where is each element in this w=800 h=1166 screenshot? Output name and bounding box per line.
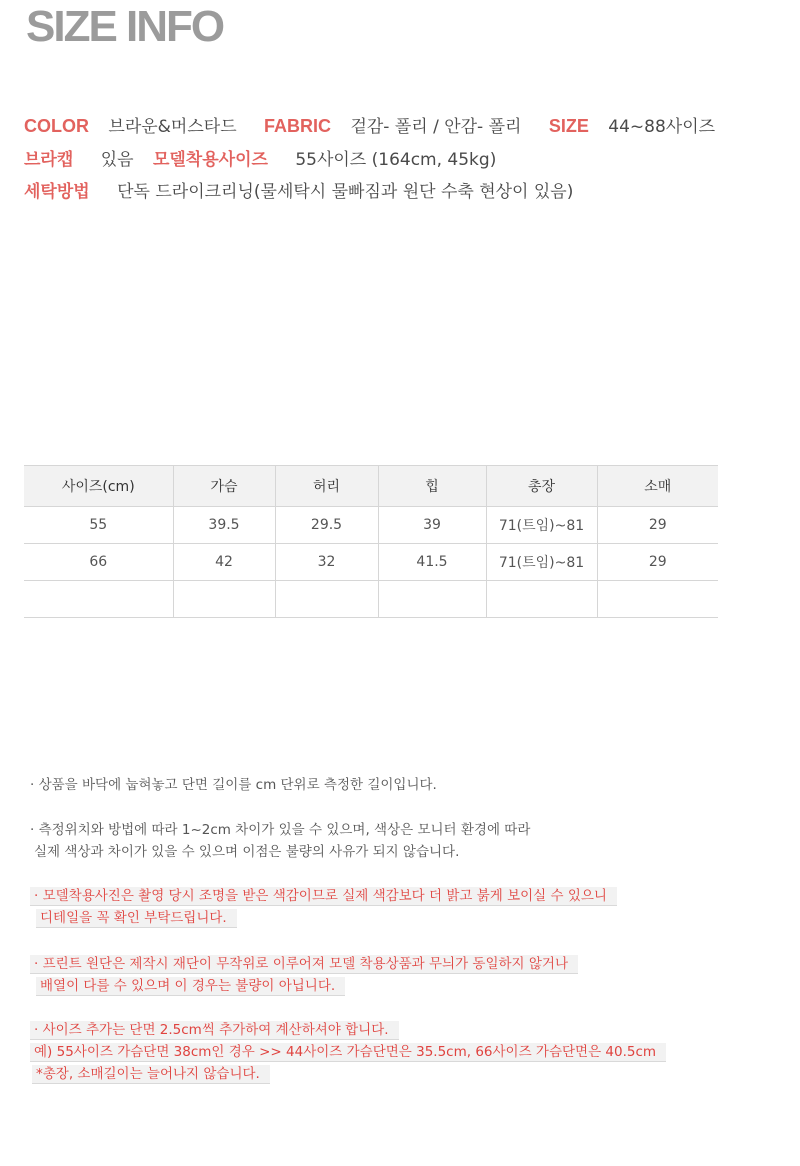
table-cell [24, 581, 173, 618]
table-cell [378, 581, 486, 618]
table-header-row [24, 466, 718, 507]
table-cell: 55 [24, 507, 173, 544]
table-cell [275, 581, 378, 618]
table-cell: 71(트임)~81 [486, 544, 597, 581]
table-cell: 39.5 [173, 507, 275, 544]
note-variance [30, 819, 530, 863]
page-title: SIZE INFO [26, 2, 224, 51]
note-line: · 사이즈 추가는 단면 2.5cm씩 추가하여 계산하셔야 합니다. [30, 1021, 399, 1040]
note-print-fabric [30, 953, 578, 997]
table-row [24, 507, 718, 544]
note-line: 배열이 다를 수 있으며 이 경우는 불량이 아닙니다. [36, 977, 345, 996]
note-line: *총장, 소매길이는 늘어나지 않습니다. [32, 1065, 270, 1084]
color-value: 브라운&머스타드 [108, 117, 237, 137]
table-cell [597, 581, 718, 618]
model-size-value: 55사이즈 (164cm, 45kg) [295, 150, 497, 170]
wash-value: 단독 드라이크리닝(물세탁시 물빠짐과 원단 수축 현상이 있음) [117, 182, 574, 202]
table-cell: 66 [24, 544, 173, 581]
note-model-photo [30, 885, 617, 929]
info-row-1 [24, 112, 715, 137]
note-line: 실제 색상과 차이가 있을 수 있으며 이점은 불량의 사유가 되지 않습니다. [34, 844, 460, 860]
bracap-label: 브라캡 [24, 150, 74, 170]
info-row-3 [24, 177, 573, 202]
fabric-value: 겉감- 폴리 / 안감- 폴리 [350, 117, 522, 137]
table-cell: 71(트임)~81 [486, 507, 597, 544]
header-chest: 가슴 [173, 466, 275, 507]
table-row [24, 581, 718, 618]
size-label: SIZE [548, 116, 589, 136]
size-table [24, 465, 718, 618]
table-cell [486, 581, 597, 618]
header-waist: 허리 [275, 466, 378, 507]
wash-label: 세탁방법 [24, 182, 90, 202]
note-line: · 측정위치와 방법에 따라 1~2cm 차이가 있을 수 있으며, 색상은 모니터 환경에 따라 [30, 822, 531, 838]
note-measurement [30, 774, 437, 796]
table-cell: 39 [378, 507, 486, 544]
table-cell: 29 [597, 544, 718, 581]
header-size: 사이즈(cm) [24, 466, 173, 507]
size-value: 44~88사이즈 [608, 117, 716, 137]
note-line: · 모델착용사진은 촬영 당시 조명을 받은 색감이므로 실제 색감보다 더 밝고 붉게 보이실 수 있으니 [30, 887, 617, 906]
table-cell: 41.5 [378, 544, 486, 581]
model-size-label: 모델착용사이즈 [152, 150, 268, 170]
table-row [24, 544, 718, 581]
note-line: · 프린트 원단은 제작시 재단이 무작위로 이루어져 모델 착용상품과 무늬가 동일하지 않거나 [30, 955, 578, 974]
table-cell: 29 [597, 507, 718, 544]
fabric-label: FABRIC [264, 116, 332, 136]
note-line: 디테일을 꼭 확인 부탁드립니다. [36, 909, 237, 928]
table-cell: 32 [275, 544, 378, 581]
info-row-2 [24, 145, 496, 170]
header-length: 총장 [486, 466, 597, 507]
note-line: 예) 55사이즈 가슴단면 38cm인 경우 >> 44사이즈 가슴단면은 35.5cm, 66사이즈 가슴단면은 40.5cm [30, 1043, 666, 1062]
header-hip: 힙 [378, 466, 486, 507]
table-cell [173, 581, 275, 618]
table-cell: 29.5 [275, 507, 378, 544]
color-label: COLOR [24, 116, 89, 136]
table-cell: 42 [173, 544, 275, 581]
note-size-add [30, 1019, 666, 1085]
note-line: · 상품을 바닥에 눕혀놓고 단면 길이를 cm 단위로 측정한 길이입니다. [30, 777, 437, 793]
bracap-value: 있음 [100, 150, 134, 170]
header-sleeve: 소매 [597, 466, 718, 507]
